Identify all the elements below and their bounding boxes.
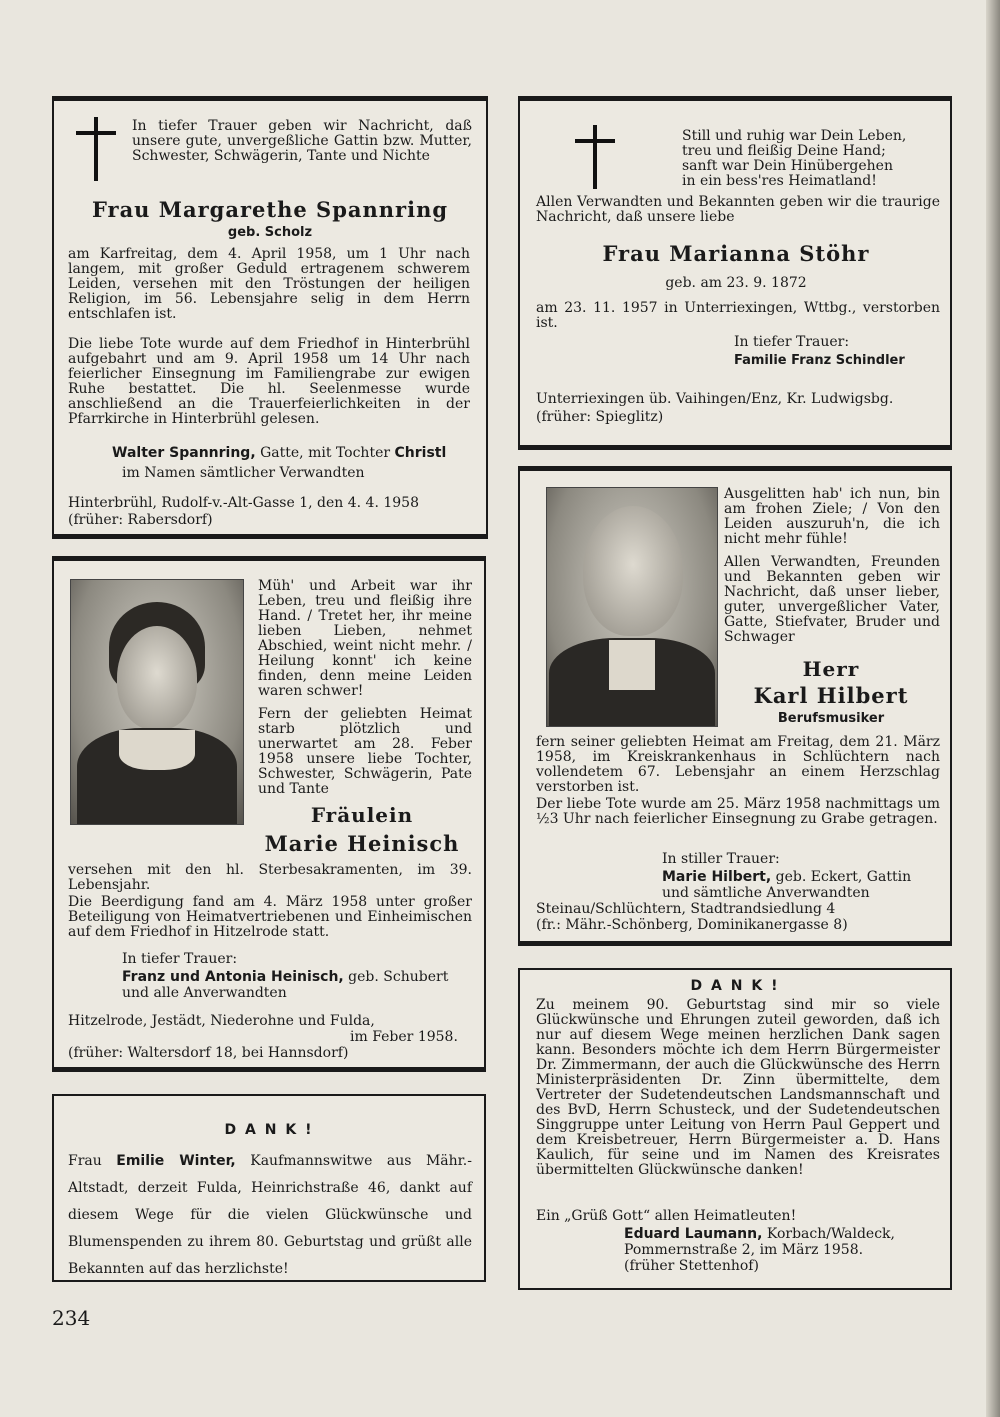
- former-residence: (früher: Rabersdorf): [68, 512, 213, 528]
- address: Unterriexingen üb. Vaihingen/Enz, Kr. Ludwigsbg.: [536, 391, 894, 407]
- birth-name: geb. Scholz: [227, 225, 313, 240]
- deceased-name: Marie Heinisch: [264, 831, 460, 856]
- signature: [662, 869, 942, 885]
- profession: Berufsmusiker: [777, 711, 885, 726]
- intro-text: In tiefer Trauer geben wir Nachricht, daß unsere gute, unvergeßliche Gattin bzw. Mutter, Schwester, Schwägerin, Tante und Nichte: [132, 118, 472, 164]
- page-number: 234: [52, 1306, 91, 1330]
- thanks-text: [68, 1148, 472, 1283]
- former-residence: (fr.: Mähr.-Schönberg, Dominikanergasse 8): [536, 917, 848, 933]
- greeting: Ein „Grüß Gott“ allen Heimatleuten!: [536, 1208, 797, 1224]
- body-text-1: am Karfreitag, dem 4. April 1958, um 1 Uhr nach langem, mit großer Geduld ertragenem schwerem Leiden, versehen mit den Tröstungen der heiligen Religion, im 56. Lebensjahre selig in dem Herrn entschlafen ist.: [68, 246, 470, 322]
- address: Hinterbrühl, Rudolf-v.-Alt-Gasse 1, den 4. 4. 1958: [68, 495, 419, 511]
- address: Pommernstraße 2, im März 1958.: [624, 1242, 864, 1258]
- signer-line-2: im Namen sämtlicher Verwandten: [122, 465, 365, 481]
- cross-icon: [76, 117, 116, 181]
- birth-date: geb. am 23. 9. 1872: [665, 275, 807, 291]
- thanks-text: Zu meinem 90. Geburtstag sind mir so viele Glückwünsche und Ehrungen zuteil geworden, daß ich nur auf diesem Wege meinen herzlichen Dank sagen kann. Besonders möchte ich dem Herrn Bürgermeister Dr. Zimmermann, der auch die Glückwünsche des Herrn Ministerpräsidenten Dr. Zinn übermittelte, dem Vertreter der Sudetendeutschen Landsmannschaft und des BvD, Herrn Schusteck, und der Sudetendeutschen Singgruppe unter Leitung von Herrn Paul Geppert und dem Kreisbetreuer, Herrn Bürgermeister a. D. Hans Kaulich, für seine und im Namen des Kreisrates übermittelten Glückwünsche danken!: [536, 997, 940, 1178]
- signer-rest: geb. Schubert: [343, 969, 449, 985]
- mourning-label: In tiefer Trauer:: [122, 951, 238, 967]
- thanks-heading: D A N K !: [690, 978, 780, 994]
- verse-line: in ein bess'res Heimatland!: [682, 173, 877, 189]
- intro-text: Allen Verwandten und Bekannten geben wir die traurige Nachricht, daß unsere liebe: [536, 194, 940, 225]
- signer-name: Eduard Laumann,: [624, 1226, 763, 1242]
- deceased-name: Karl Hilbert: [753, 683, 909, 708]
- body-text-2: Die liebe Tote wurde auf dem Friedhof in Hinterbrühl aufgebahrt und am 9. April 1958 um 14 Uhr nach feierlicher Einsegnung im Familiengrabe zur ewigen Ruhe bestattet. Die hl. Seelenmesse wurde anschließend an die Trauerfeierlichkeiten in der Pfarrkirche in Hinterbrühl gelesen.: [68, 336, 470, 427]
- verse: Ausgelitten hab' ich nun, bin am frohen Ziele; / Von den Leiden auszuruh'n, die ich nicht mehr fühle!: [724, 486, 940, 547]
- signature: [112, 445, 472, 461]
- verse-line: treu und fleißig Deine Hand;: [682, 143, 886, 159]
- signature: [122, 969, 472, 985]
- signer-name: Marie Hilbert,: [662, 869, 772, 885]
- obituary-spannring: [52, 96, 488, 539]
- announcement-text: Fern der geliebten Heimat starb plötzlich und unerwartet am 28. Feber 1958 unsere liebe Tochter, Schwester, Schwägerin, Pate und Tante: [258, 706, 472, 797]
- family-name: Familie Franz Schindler: [734, 353, 905, 368]
- former-residence: (früher: Waltersdorf 18, bei Hannsdorf): [68, 1045, 349, 1061]
- body-text: am 23. 11. 1957 in Unterriexingen, Wttbg., verstorben ist.: [536, 300, 940, 331]
- former-residence: (früher Stettenhof): [624, 1258, 759, 1274]
- mourning-label: In tiefer Trauer:: [734, 334, 850, 350]
- obituary-heinisch: [52, 556, 486, 1072]
- date: im Feber 1958.: [350, 1029, 458, 1045]
- body-text-1: fern seiner geliebten Heimat am Freitag, dem 21. März 1958, im Kreiskrankenhaus in Schlüchtern nach vollendetem 67. Lebensjahr an einem Herzschlag verstorben ist.: [536, 734, 940, 795]
- signer-rest: geb. Eckert, Gattin: [771, 869, 912, 885]
- signer-line-2: und alle Anverwandten: [122, 985, 287, 1001]
- thanks-laumann: [518, 968, 952, 1290]
- cross-icon: [575, 125, 615, 189]
- prefix: Frau: [68, 1153, 117, 1169]
- signer-daughter: Christl: [394, 445, 447, 461]
- announcement-text: Allen Verwandten, Freunden und Bekannten geben wir Nachricht, daß unser lieber, guter, unvergeßlicher Vater, Gatte, Stiefvater, Bruder und Schwager: [724, 554, 940, 645]
- signer-rest: Gatte, mit Tochter: [255, 445, 395, 461]
- deceased-name: Frau Marianna Stöhr: [602, 241, 870, 266]
- verse: Müh' und Arbeit war ihr Leben, treu und fleißig ihre Hand. / Tretet her, ihr meine lieben Lieben, nehmet Abschied, weint nicht mehr. / Heilung konnt' ich keine finden, denn meine Leiden waren schwer!: [258, 578, 472, 699]
- mourning-label: In stiller Trauer:: [662, 851, 780, 867]
- body-text-2: Der liebe Tote wurde am 25. März 1958 nachmittags um ½3 Uhr nach feierlicher Einsegnung zu Grabe getragen.: [536, 796, 940, 827]
- address: Hitzelrode, Jestädt, Niederohne und Fulda,: [68, 1013, 375, 1029]
- portrait-photo: [546, 487, 718, 727]
- page-spine: [986, 0, 1000, 1417]
- obituary-hilbert: [518, 466, 952, 946]
- thanks-winter: [52, 1094, 486, 1282]
- thanks-heading: D A N K !: [224, 1122, 314, 1138]
- signer-name: Franz und Antonia Heinisch,: [122, 969, 344, 985]
- body-text-2: Die Beerdigung fand am 4. März 1958 unter großer Beteiligung von Heimatvertriebenen und Einheimischen auf dem Friedhof in Hitzelrode statt.: [68, 894, 472, 940]
- obituary-stoehr: [518, 96, 952, 450]
- signer-line-2: und sämtliche Anverwandten: [662, 885, 870, 901]
- verse-line: Still und ruhig war Dein Leben,: [682, 128, 907, 144]
- thanker-name: Emilie Winter,: [116, 1153, 236, 1169]
- body-text-1: versehen mit den hl. Sterbesakramenten, im 39. Lebensjahr.: [68, 862, 472, 893]
- thanks-body: Kaufmannswitwe aus Mähr.-Altstadt, derzeit Fulda, Heinrichstraße 46, dankt auf diesem Wege für die vielen Glückwünsche und Blumenspenden zu ihrem 80. Geburtstag und grüßt alle Bekannten auf das herzlichste!: [68, 1153, 472, 1277]
- verse: [682, 129, 944, 189]
- signature: [624, 1226, 944, 1242]
- portrait-photo: [70, 579, 244, 825]
- title: Herr: [802, 657, 860, 681]
- title: Fräulein: [310, 803, 414, 827]
- signer-rest: Korbach/Waldeck,: [762, 1226, 895, 1242]
- former-residence: (früher: Spieglitz): [536, 409, 664, 425]
- signer-name: Walter Spannring,: [112, 445, 256, 461]
- deceased-name: Frau Margarethe Spannring: [91, 197, 449, 222]
- address: Steinau/Schlüchtern, Stadtrandsiedlung 4: [536, 901, 836, 917]
- verse-line: sanft war Dein Hinübergehen: [682, 158, 893, 174]
